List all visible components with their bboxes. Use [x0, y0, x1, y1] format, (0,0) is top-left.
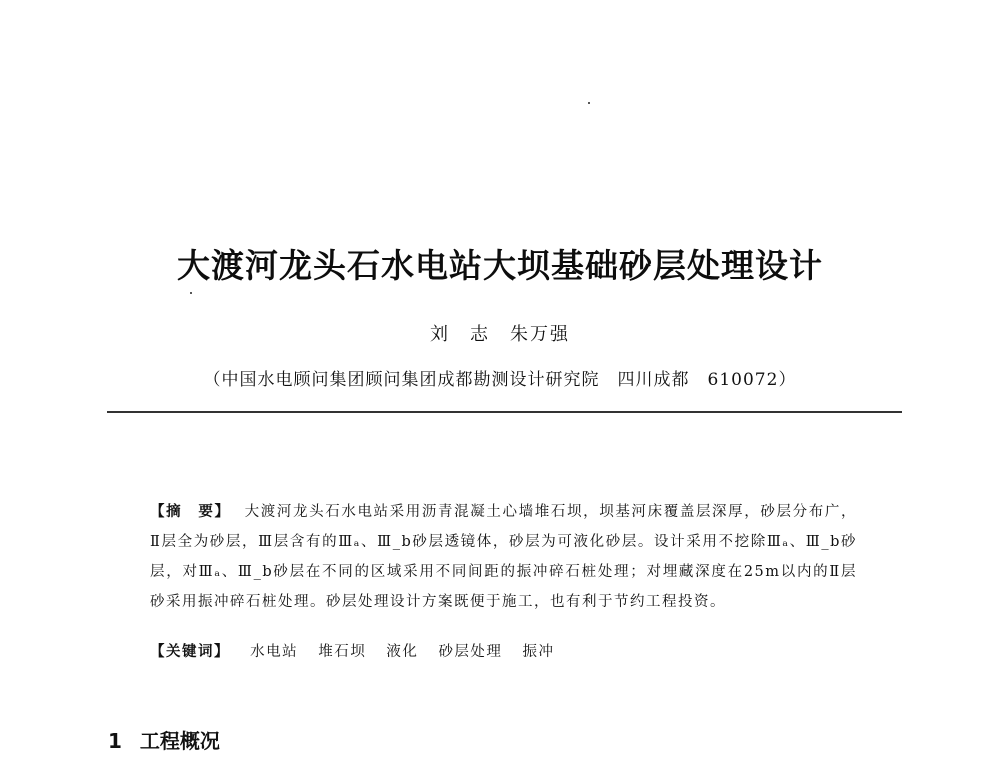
keyword: 水电站 [250, 644, 299, 660]
authors: 刘 志 朱万强 [430, 324, 570, 345]
keywords-label: 【关键词】 [150, 644, 230, 660]
paper-title: 大渡河龙头石水电站大坝基础砂层处理设计 [177, 246, 823, 285]
section-number: 1 [108, 729, 122, 753]
keyword: 液化 [386, 644, 419, 660]
section-title: 工程概况 [139, 729, 220, 753]
abstract-text: 大渡河龙头石水电站采用沥青混凝土心墙堆石坝，坝基河床覆盖层深厚，砂层分布广，Ⅱ层全为砂层，Ⅲ层含有的Ⅲₐ、Ⅲ_b砂层透镜体，砂层为可液化砂层。设计采用不挖除Ⅲₐ、Ⅲ_b砂层，对Ⅲₐ、Ⅲ_b砂层在不同的区域采用不同间距的振冲碎石桩处理；对埋藏深度在25m以内的Ⅱ层砂采用振冲碎石桩处理。砂层处理设计方案既便于施工，也有利于节约工程投资。 [150, 504, 858, 610]
keyword: 振冲 [522, 644, 555, 660]
divider-rule [107, 411, 902, 413]
keywords [150, 640, 857, 661]
section-heading [108, 725, 220, 754]
scan-speck [588, 102, 590, 104]
scan-speck [190, 292, 192, 294]
keyword: 堆石坝 [318, 644, 367, 660]
abstract-label: 【摘 要】 [150, 504, 231, 520]
abstract [150, 497, 857, 617]
keyword: 砂层处理 [438, 644, 503, 660]
affiliation: （中国水电顾问集团顾问集团成都勘测设计研究院 四川成都 610072） [203, 370, 797, 390]
